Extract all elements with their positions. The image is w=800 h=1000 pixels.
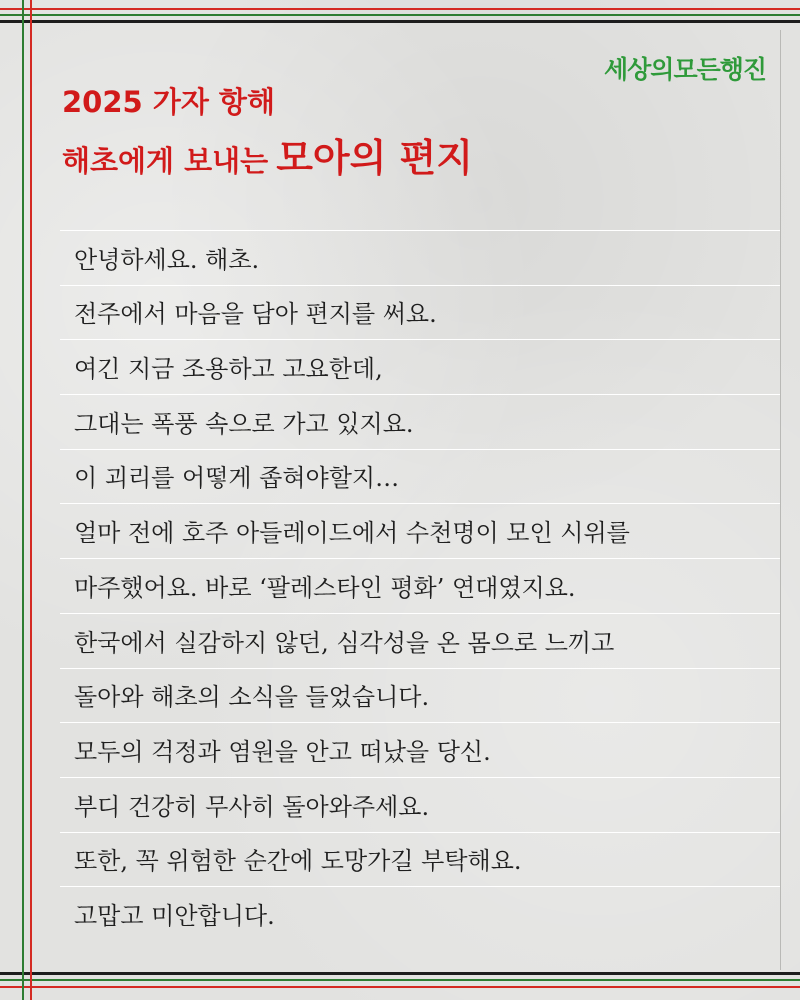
- letter-line-text: 안녕하세요. 해초.: [74, 245, 260, 274]
- letter-line: [60, 722, 780, 777]
- letter-line: [60, 613, 780, 668]
- margin-red-line: [30, 0, 32, 1000]
- letter-body: [60, 230, 780, 941]
- letter-line-text: 한국에서 실감하지 않던, 심각성을 온 몸으로 느끼고: [74, 628, 615, 657]
- top-green-stripe: [0, 14, 800, 16]
- letter-line: [60, 832, 780, 887]
- letter-line-text: 이 괴리를 어떻게 좁혀야할지…: [74, 464, 400, 493]
- letter-line: [60, 503, 780, 558]
- letter-line-text: 여긴 지금 조용하고 고요한데,: [74, 355, 383, 384]
- bottom-black-stripe: [0, 972, 800, 975]
- letter-line: [60, 394, 780, 449]
- letter-line: [60, 339, 780, 394]
- top-black-stripe: [0, 20, 800, 23]
- letter-line: [60, 230, 780, 285]
- letter-line-text: 얼마 전에 호주 아들레이드에서 수천명이 모인 시위를: [74, 519, 630, 548]
- letter-line-text: 마주했어요. 바로 ‘팔레스타인 평화’ 연대였지요.: [74, 573, 576, 602]
- letter-line: [60, 558, 780, 613]
- letter-line-text: 전주에서 마음을 담아 편지를 써요.: [74, 300, 437, 329]
- letter-line-text: 고맙고 미안합니다.: [74, 901, 275, 930]
- right-border-line: [780, 30, 781, 970]
- letter-line-text: 돌아와 해초의 소식을 들었습니다.: [74, 683, 430, 712]
- title-line-2: [62, 127, 473, 182]
- letter-line: [60, 285, 780, 340]
- letter-line-text: 그대는 폭풍 속으로 가고 있지요.: [74, 409, 414, 438]
- letter-line: [60, 668, 780, 723]
- letter-line-text: 부디 건강히 무사히 돌아와주세요.: [74, 792, 430, 821]
- brand-logo: 세상의모든행진: [604, 55, 767, 84]
- letter-line: [60, 449, 780, 504]
- letter-line: [60, 886, 780, 941]
- bottom-green-stripe: [0, 979, 800, 981]
- top-red-stripe: [0, 8, 800, 10]
- title-emphasis: 모아의 편지: [276, 136, 473, 180]
- bottom-red-stripe: [0, 986, 800, 988]
- margin-green-line: [22, 0, 24, 1000]
- title-prefix: 해초에게 보내는: [62, 144, 269, 178]
- letter-line-text: 모두의 걱정과 염원을 안고 떠났을 당신.: [74, 737, 491, 766]
- letter-line: [60, 777, 780, 832]
- title-line-1: 2025 가자 항해: [62, 85, 275, 119]
- letter-line-text: 또한, 꼭 위험한 순간에 도망가길 부탁해요.: [74, 847, 522, 876]
